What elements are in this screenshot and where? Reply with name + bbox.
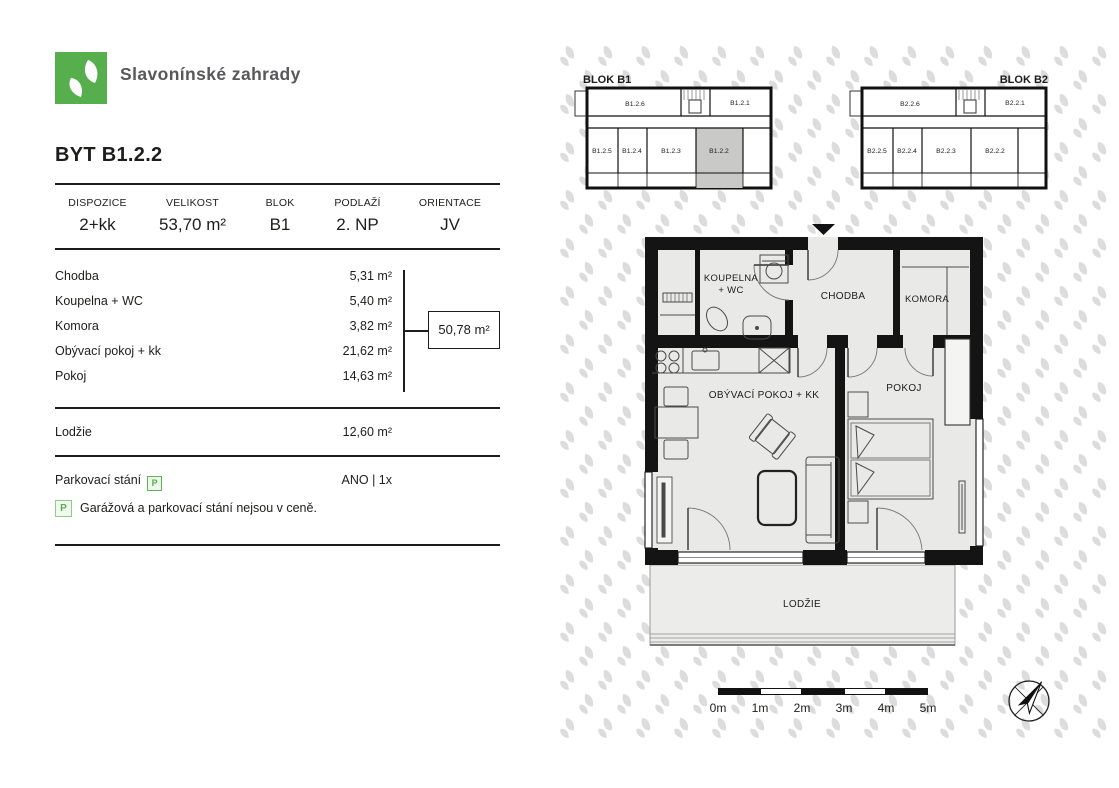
room-area: 21,62 m² (342, 344, 392, 358)
room-row (55, 339, 392, 364)
summary-header: PODLAŽÍ (334, 197, 381, 209)
summary-value: 2+kk (79, 215, 116, 234)
plan-label-pokoj: POKOJ (886, 383, 922, 394)
summary-header: ORIENTACE (418, 197, 482, 209)
divider-rule (55, 544, 500, 546)
room-name: Komora (55, 319, 99, 333)
room-row (55, 264, 392, 289)
scale-segment (760, 688, 802, 695)
unit-label: B1.2.3 (661, 148, 681, 155)
block-title: BLOK B1 (583, 74, 632, 86)
scale-tick-label: 4m (877, 701, 895, 715)
summary-col-velikost (140, 197, 245, 235)
room-area: 12,60 m² (342, 425, 392, 439)
unit-label: B2.2.1 (1005, 100, 1025, 107)
wardrobe-icon (945, 339, 970, 425)
summary-col-dispozice (55, 197, 140, 235)
summary-header: VELIKOST (166, 197, 219, 209)
subtotal-bracket (403, 330, 428, 332)
room-row (55, 289, 392, 314)
divider-rule (55, 407, 500, 409)
compass-icon (1003, 675, 1055, 727)
room-row (55, 364, 392, 389)
room-name: Obývací pokoj + kk (55, 344, 161, 358)
scale-segment (886, 688, 928, 695)
summary-value: 2. NP (336, 215, 379, 234)
block-b2-diagram (848, 68, 1058, 193)
unit-label: B1.2.1 (730, 100, 750, 107)
scale-tick-label: 1m (751, 701, 769, 715)
parking-value: ANO | 1x (341, 473, 392, 487)
room-name: Koupelna + WC (55, 294, 143, 308)
summary-value: B1 (269, 215, 291, 234)
unit-label: B2.2.4 (897, 148, 917, 155)
parking-row (55, 468, 392, 493)
scale-segment (802, 688, 844, 695)
room-area: 5,40 m² (349, 294, 392, 308)
unit-label-highlighted: B1.2.2 (709, 148, 729, 155)
plan-label-obyvaci-pokoj: OBÝVACÍ POKOJ + KK (708, 390, 820, 401)
plan-label-chodba: CHODBA (820, 291, 866, 302)
summary-header: DISPOZICE (68, 197, 127, 209)
plan-label-lodzie: LODŽIE (783, 599, 821, 610)
unit-label: B2.2.3 (936, 148, 956, 155)
unit-label: B1.2.4 (622, 148, 642, 155)
scale-tick-label: 5m (919, 701, 937, 715)
plan-label-komora: KOMORA (904, 294, 950, 305)
scale-tick-label: 2m (793, 701, 811, 715)
unit-label: B2.2.5 (867, 148, 887, 155)
parking-label: Parkovací stání P (55, 468, 162, 493)
brand-title: Slavonínské zahrady (120, 64, 301, 84)
plan-label-koupelna: KOUPELNA (703, 273, 759, 284)
scale-segment (844, 688, 886, 695)
parking-note: Garážová a parkovací stání nejsou v ceně. (80, 501, 317, 515)
room-area: 5,31 m² (349, 269, 392, 283)
floor-plan (630, 215, 1000, 665)
scale-tick-label: 0m (709, 701, 727, 715)
room-name: Chodba (55, 269, 99, 283)
apartment-title: BYT B1.2.2 (55, 144, 163, 166)
parking-note-icon: P (55, 500, 72, 517)
room-area: 14,63 m² (342, 369, 392, 383)
room-name: Pokoj (55, 369, 87, 383)
scale-bar (718, 688, 928, 695)
divider-rule (55, 455, 500, 457)
scale-labels (697, 701, 949, 715)
unit-label: B1.2.5 (592, 148, 612, 155)
plan-label-koupelna-wc: + WC (718, 285, 744, 296)
room-area: 3,82 m² (349, 319, 392, 333)
leaf-icon (55, 52, 107, 104)
scale-segment (718, 688, 760, 695)
summary-col-orientace (400, 197, 500, 235)
unit-label: B2.2.6 (900, 101, 920, 108)
summary-value: JV (440, 215, 460, 234)
parking-icon: P (147, 476, 162, 491)
lodzie-row (55, 420, 392, 445)
block-title: BLOK B2 (999, 74, 1048, 86)
unit-label: B2.2.2 (985, 148, 1005, 155)
divider-rule (55, 248, 500, 250)
room-row (55, 314, 392, 339)
divider-rule (55, 183, 500, 185)
subtotal-box: 50,78 m² (428, 311, 500, 349)
unit-label: B1.2.6 (625, 101, 645, 108)
brand-logo (55, 52, 107, 104)
summary-table (55, 197, 500, 235)
summary-col-blok (245, 197, 315, 235)
room-name: Lodžie (55, 425, 92, 439)
scale-tick-label: 3m (835, 701, 853, 715)
block-b1-diagram (573, 68, 783, 193)
summary-value: 53,70 m² (158, 215, 227, 234)
summary-header: BLOK (265, 197, 295, 209)
summary-col-podlazi (315, 197, 400, 235)
entrance-arrow-icon (812, 224, 835, 235)
